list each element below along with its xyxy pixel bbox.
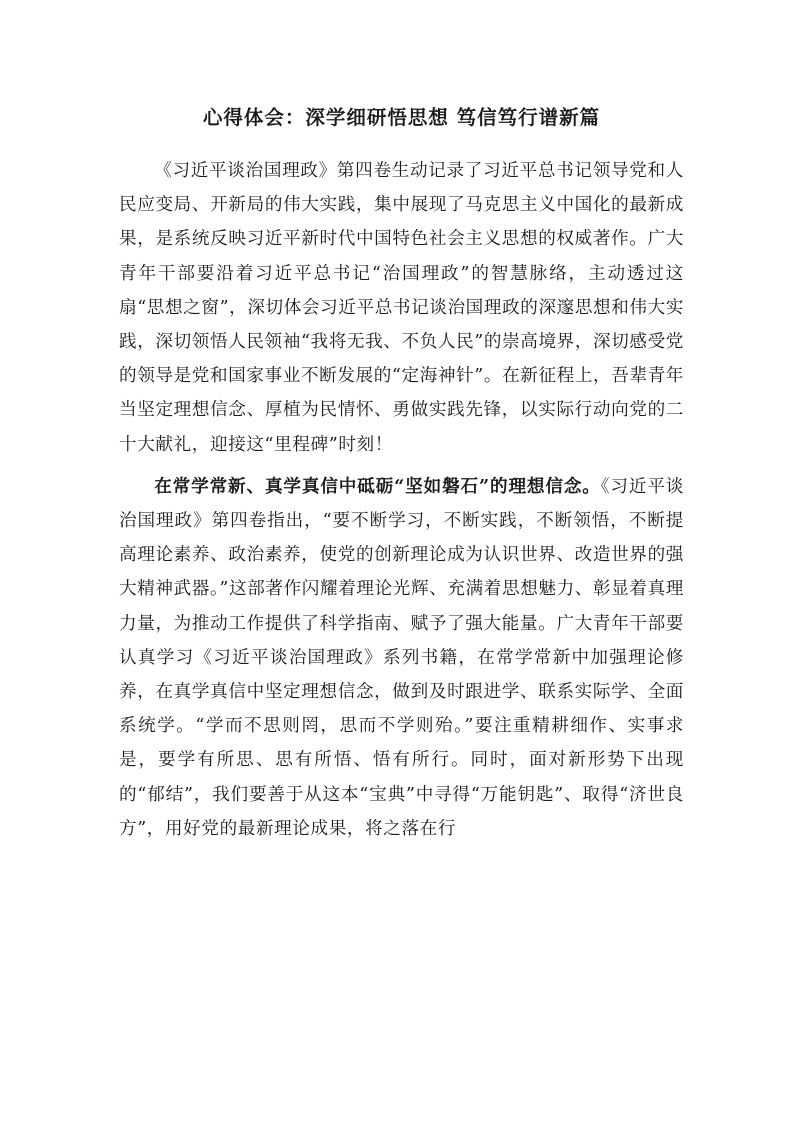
- section-1-heading: 在常学常新、真学真信中砥砺“坚如磐石”的理想信念。: [154, 475, 601, 497]
- section-1-text: 《习近平谈治国理政》第四卷指出，“要不断学习，不断实践，不断领悟，不断提高理论素养、政治素养，使党的创新理论成为认识世界、改造世界的强大精神武器。”这部著作闪耀着理论光辉、充满着思想魅力、彰显着真理力量，为推动工作提供了科学指南、赋予了强大能量。广大青年干部要认真学习《习近平谈治国理政》系列书籍，在常学常新中加强理论修养，在真学真信中坚定理想信念，做到及时跟进学、联系实际学、全面系统学。“学而不思则罔，思而不学则殆。”要注重精耕细作、实事求是，要学有所思、思有所悟、悟有所行。同时，面对新形势下出现的“郁结”，我们要善于从这本“宝典”中寻得“万能钥匙”、取得“济世良方”，用好党的最新理论成果，将之落在行: [119, 476, 685, 839]
- paragraph-section-1: [119, 470, 684, 846]
- paragraph-intro-text: 《习近平谈治国理政》第四卷生动记录了习近平总书记领导党和人民应变局、开新局的伟大实践，集中展现了马克思主义中国化的最新成果，是系统反映习近平新时代中国特色社会主义思想的权威著作。广大青年干部要沿着习近平总书记“治国理政”的智慧脉络，主动透过这扇“思想之窗”，深切体会习近平总书记谈治国理政的深邃思想和伟大实践，深切领悟人民领袖“我将无我、不负人民”的崇高境界，深切感受党的领导是党和国家事业不断发展的“定海神针”。在新征程上，吾辈青年当坚定理想信念、厚植为民情怀、勇做实践先锋，以实际行动向党的二十大献礼，迎接这“里程碑”时刻！: [119, 161, 685, 455]
- paragraph-intro: [119, 154, 684, 462]
- document-title: 心得体会：深学细研悟思想 笃信笃行谱新篇: [202, 106, 601, 129]
